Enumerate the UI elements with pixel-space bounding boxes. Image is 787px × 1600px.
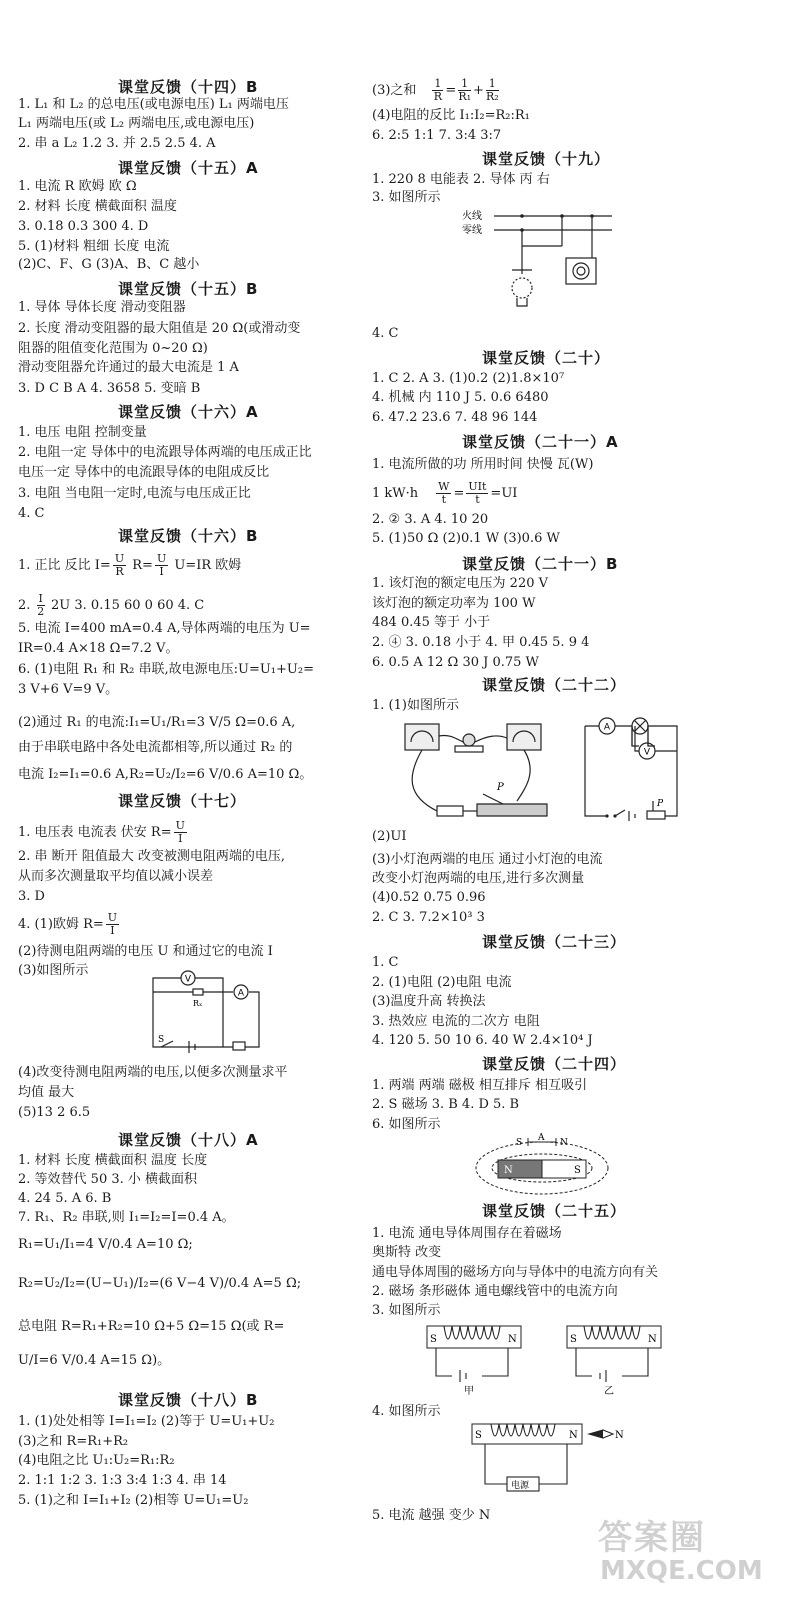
section-heading: 课堂反馈（二十一）B: [462, 555, 619, 573]
answer-line: 3. 如图所示: [372, 190, 441, 205]
answer-line: 5. (1)之和 I=I₁+I₂ (2)相等 U=U₁=U₂: [18, 1493, 249, 1508]
answer-line: 3. 0.18 0.3 300 4. D: [18, 219, 149, 234]
section-heading: 课堂反馈（十五）B: [118, 280, 259, 298]
answer-line: 2. 串 断开 阻值最大 改变被测电阻两端的电压,: [18, 849, 286, 864]
answer-line: 1. C: [372, 955, 399, 970]
answer-line: (2)C、F、G (3)A、B、C 越小: [18, 257, 200, 272]
answer-line: IR=0.4 A×18 Ω=7.2 V。: [18, 641, 179, 656]
answer-line: 1. 导体 导体长度 滑动变阻器: [18, 300, 186, 315]
slider-label: P: [657, 799, 664, 809]
answer-line-formula: 1. 正比 反比 I= $\frac{U}{R}$ R= $\frac{U}{I}$ U=IR 欧姆: [18, 552, 242, 578]
answer-line: L₁ 两端电压(或 L₂ 两端电压,或电源电压): [18, 116, 255, 131]
answer-line: 阻器的阻值变化范围为 0~20 Ω): [18, 341, 208, 356]
answer-line: 5. (1)50 Ω (2)0.1 W (3)0.6 W: [372, 531, 560, 546]
answer-line: 6. 47.2 23.6 7. 48 96 144: [372, 410, 538, 425]
live-wire-label: 火线: [462, 211, 482, 222]
watermark-logo: 答案圈: [598, 1518, 706, 1558]
answer-line-formula: 4. (1)欧姆 R= $\frac{U}{I}$: [18, 911, 118, 937]
compass-n-label: N: [615, 1430, 624, 1441]
section-heading: 课堂反馈（二十三）: [482, 933, 627, 951]
answer-line: 2. C 3. 7.2×10³ 3: [372, 910, 485, 925]
section-heading: 课堂反馈（十五）A: [118, 159, 259, 177]
answer-line: 4. 120 5. 50 10 6. 40 W 2.4×10⁴ J: [372, 1033, 593, 1048]
section-heading: 课堂反馈（二十四）: [482, 1055, 627, 1073]
answer-line: 7. R₁、R₂ 串联,则 I₁=I₂=I=0.4 A。: [18, 1210, 235, 1225]
voltmeter-label: V: [184, 974, 192, 985]
answer-line: (3)温度升高 转换法: [372, 994, 486, 1009]
answer-line: 2. 长度 滑动变阻器的最大阻值是 20 Ω(或滑动变: [18, 321, 301, 336]
answer-line: 1. 电流 R 欧姆 欧 Ω: [18, 179, 137, 194]
answer-line: 奥斯特 改变: [372, 1245, 442, 1260]
solenoid-diagram-jia: [422, 1322, 542, 1397]
answer-line: 3. 热效应 电流的二次方 电阻: [372, 1014, 540, 1029]
answer-line: 均值 最大: [18, 1085, 75, 1100]
compass-n-label: N: [560, 1138, 568, 1148]
answer-line: 2. 电阻一定 导体中的电流跟导体两端的电压成正比: [18, 445, 312, 460]
pole-n-label: N: [508, 1334, 517, 1345]
answer-line: (2)UI: [372, 829, 407, 844]
answer-line: 2. (1)电阻 (2)电阻 电流: [372, 975, 512, 990]
answer-line: 改变小灯泡两端的电压,进行多次测量: [372, 871, 585, 886]
slider-label: P: [497, 782, 504, 793]
answer-line: 2. 串 a L₂ 1.2 3. 并 2.5 2.5 4. A: [18, 136, 216, 151]
answer-line: (4)改变待测电阻两端的电压,以便多次测量求平: [18, 1065, 288, 1080]
answer-line: 3. 电阻 当电阻一定时,电流与电压成正比: [18, 486, 251, 501]
answer-line: 2. 1:1 1:2 3. 1:3 3:4 1:3 4. 串 14: [18, 1473, 227, 1488]
answer-line: 滑动变阻器允许通过的最大电流是 1 A: [18, 360, 239, 375]
magnet-s-label: S: [574, 1165, 581, 1176]
answer-line: 总电阻 R=R₁+R₂=10 Ω+5 Ω=15 Ω(或 R=: [18, 1319, 285, 1334]
section-heading: 课堂反馈（二十二）: [482, 676, 627, 694]
answer-line: (5)13 2 6.5: [18, 1105, 91, 1120]
answer-line-formula: (3)之和 $\frac{1}{R}$ = $\frac{1}{\text{R₁}}$ + $\frac{1}{\text{R₂}}$: [372, 77, 499, 103]
answer-line-formula: 1 kW·h $\frac{W}{t}$ = $\frac{\text{UIt}}{t}$ =UI: [372, 480, 518, 506]
section-heading: 课堂反馈（二十一）A: [462, 433, 619, 451]
voltammetry-circuit-diagram: [133, 962, 263, 1057]
answer-line: 1. 该灯泡的额定电压为 220 V: [372, 576, 549, 591]
answer-line: (3)小灯泡两端的电压 通过小灯泡的电流: [372, 852, 603, 867]
answer-line: (4)电阻的反比 I₁:I₂=R₂:R₁: [372, 108, 530, 123]
answer-line-formula: 1. 电压表 电流表 伏安 R= $\frac{U}{I}$: [18, 819, 185, 845]
answer-line: 3. D: [18, 889, 45, 904]
pole-s-label: S: [570, 1334, 577, 1345]
power-source-label: 电源: [511, 1481, 530, 1491]
switch-label: S: [158, 1035, 165, 1045]
answer-line: 电流 I₂=I₁=0.6 A,R₂=U₂/I₂=6 V/0.6 A=10 Ω。: [18, 767, 313, 782]
answer-line: U/I=6 V/0.4 A=15 Ω)。: [18, 1353, 171, 1368]
answer-line: 1. 电流 通电导体周围存在着磁场: [372, 1226, 562, 1241]
answer-line: 2. 磁场 条形磁体 通电螺线管中的电流方向: [372, 1284, 618, 1299]
answer-line: (3)如图所示: [18, 963, 89, 978]
answer-line: (4)电阻之比 U₁:U₂=R₁:R₂: [18, 1453, 175, 1468]
answer-line: 电压一定 导体中的电流跟导体的电阻成反比: [18, 465, 270, 480]
answer-line: 通电导体周围的磁场方向与导体中的电流方向有关: [372, 1265, 659, 1280]
answer-line: (4)0.52 0.75 0.96: [372, 890, 486, 905]
neutral-wire-label: 零线: [462, 225, 482, 236]
answer-line: 3. D C B A 4. 3658 5. 变暗 B: [18, 381, 201, 396]
answer-line: 1. 材料 长度 横截面积 温度 长度: [18, 1153, 208, 1168]
answer-line: 6. 如图所示: [372, 1117, 441, 1132]
answer-line: 6. 2:5 1:1 7. 3:4 3:7: [372, 128, 502, 143]
figure-label-jia: 甲: [464, 1386, 474, 1397]
answer-line: 6. 0.5 A 12 Ω 30 J 0.75 W: [372, 655, 539, 670]
answer-line: (2)通过 R₁ 的电流:I₁=U₁/R₁=3 V/5 Ω=0.6 A,: [18, 715, 296, 730]
answer-line: 5. 电流 越强 变少 N: [372, 1508, 491, 1523]
physical-circuit-photo: [397, 716, 567, 831]
watermark-url: MXQE.COM: [600, 1556, 763, 1586]
answer-line: 4. C: [18, 506, 45, 521]
answer-line: 2. 材料 长度 横截面积 温度: [18, 199, 177, 214]
answer-line: 3. 如图所示: [372, 1303, 441, 1318]
solenoid-compass-diagram: [467, 1420, 627, 1495]
section-heading: 课堂反馈（十八）B: [118, 1391, 259, 1409]
resistor-label: Rₓ: [193, 999, 203, 1008]
pole-n-label: N: [648, 1334, 657, 1345]
answer-line: 484 0.45 等于 小于: [372, 615, 491, 630]
answer-line: 4. C: [372, 326, 399, 341]
answer-line: 4. 24 5. A 6. B: [18, 1191, 112, 1206]
answer-line: 5. 电流 I=400 mA=0.4 A,导体两端的电压为 U=: [18, 621, 311, 636]
pole-s-label: S: [430, 1334, 437, 1345]
answer-line: 1. 电流所做的功 所用时间 快慢 瓦(W): [372, 457, 594, 472]
pole-n-label: N: [569, 1430, 578, 1441]
lamp-power-circuit-diagram: [577, 716, 687, 826]
compass-s-label: S: [516, 1138, 523, 1148]
answer-line: 1. 两端 两端 磁极 相互排斥 相互吸引: [372, 1078, 588, 1093]
pole-s-label: S: [475, 1430, 482, 1441]
ammeter-label: A: [603, 722, 611, 733]
answer-line: 1. (1)如图所示: [372, 698, 459, 713]
section-heading: 课堂反馈（十七）: [118, 792, 247, 810]
figure-label-yi: 乙: [604, 1386, 614, 1397]
section-heading: 课堂反馈（二十五）: [482, 1202, 627, 1220]
answer-line: R₁=U₁/I₁=4 V/0.4 A=10 Ω;: [18, 1237, 193, 1252]
voltmeter-label: V: [643, 747, 651, 758]
section-heading: 课堂反馈（十八）A: [118, 1131, 259, 1149]
answer-line: 1. 220 8 电能表 2. 导体 丙 右: [372, 172, 550, 187]
answer-line: 从而多次测量取平均值以减小误差: [18, 869, 214, 884]
answer-line: 1. 电压 电阻 控制变量: [18, 425, 147, 440]
section-heading: 课堂反馈（十九）: [482, 150, 611, 168]
answer-line: 3 V+6 V=9 V。: [18, 682, 119, 697]
answer-line: 2. 等效替代 50 3. 小 横截面积: [18, 1172, 198, 1187]
answer-line: 5. (1)材料 粗细 长度 电流: [18, 239, 170, 254]
answer-line: (3)之和 R=R₁+R₂: [18, 1434, 129, 1449]
answer-line: 该灯泡的额定功率为 100 W: [372, 596, 536, 611]
section-heading: 课堂反馈（十六）A: [118, 403, 259, 421]
answer-line: 4. 如图所示: [372, 1404, 441, 1419]
solenoid-diagram-yi: [562, 1322, 682, 1397]
answer-line: 1. L₁ 和 L₂ 的总电压(或电源电压) L₁ 两端电压: [18, 97, 289, 112]
section-heading: 课堂反馈（十六）B: [118, 527, 259, 545]
compass-a-label: A: [538, 1133, 545, 1143]
answer-line: 6. (1)电阻 R₁ 和 R₂ 串联,故电源电压:U=U₁+U₂=: [18, 662, 314, 677]
answer-line: 2. ② 3. A 4. 10 20: [372, 512, 489, 527]
answer-line: 由于串联电路中各处电流都相等,所以通过 R₂ 的: [18, 740, 293, 755]
answer-line: 2. S 磁场 3. B 4. D 5. B: [372, 1097, 520, 1112]
answer-line: R₂=U₂/I₂=(U−U₁)/I₂=(6 V−4 V)/0.4 A=5 Ω;: [18, 1276, 302, 1291]
answer-line: 1. C 2. A 3. (1)0.2 (2)1.8×10⁷: [372, 371, 565, 386]
section-heading: 课堂反馈（二十）: [482, 349, 611, 367]
magnet-n-label: N: [504, 1165, 513, 1176]
answer-line: 1. (1)处处相等 I=I₁=I₂ (2)等于 U=U₁+U₂: [18, 1414, 275, 1429]
answer-line: (2)待测电阻两端的电压 U 和通过它的电流 I: [18, 944, 273, 959]
answer-line: 4. 机械 内 110 J 5. 0.6 6480: [372, 390, 549, 405]
section-heading: 课堂反馈（十四）B: [118, 78, 259, 96]
ammeter-label: A: [237, 988, 245, 999]
household-wiring-diagram: [462, 206, 622, 316]
answer-line: 2. ④ 3. 0.18 小于 4. 甲 0.45 5. 9 4: [372, 635, 590, 650]
bar-magnet-field-diagram: [472, 1134, 612, 1204]
answer-line-formula: 2. $\frac{I}{2}$ 2U 3. 0.15 60 0 60 4. C: [18, 592, 205, 618]
